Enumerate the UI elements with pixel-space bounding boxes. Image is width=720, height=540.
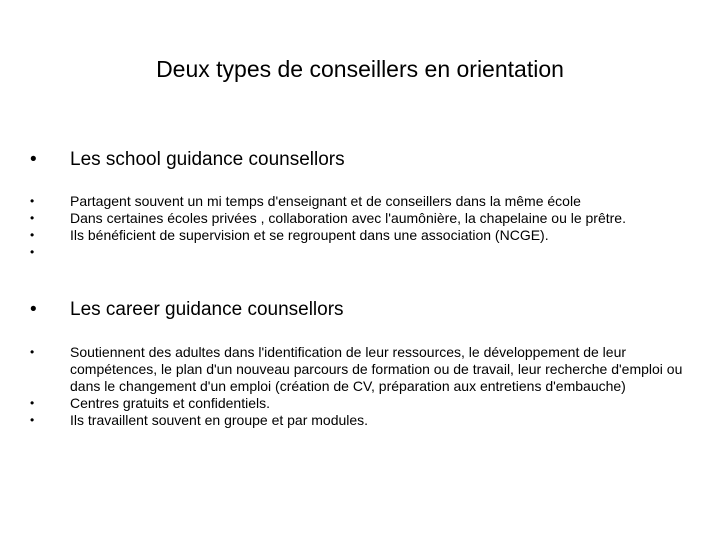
section-heading-career <box>30 298 344 322</box>
list-item <box>30 412 690 429</box>
list-item <box>30 344 690 395</box>
bullet-icon: • <box>30 149 37 170</box>
list-item-empty <box>30 244 690 261</box>
bullet-icon: • <box>30 413 35 427</box>
section-heading-text: Les school guidance counsellors <box>70 149 345 170</box>
list-item-text: Ils bénéficient de supervision et se regroupent dans une association (NCGE). <box>70 227 549 243</box>
list-item <box>30 193 690 210</box>
bullet-icon: • <box>30 245 35 259</box>
list-item <box>30 227 690 244</box>
section-heading-school <box>30 148 345 172</box>
list-item-text: Centres gratuits et confidentiels. <box>70 395 270 411</box>
list-item-text: Soutiennent des adultes dans l'identification de leur ressources, le développement de leur compétences, le plan d'un nouveau parcours de formation ou de travail, leur recherche d'emploi ou dans le changement d'un emploi (création de CV, préparation aux entretiens d'embauche) <box>70 344 683 394</box>
bullet-icon: • <box>30 396 35 410</box>
career-bullet-list <box>30 344 690 429</box>
list-item <box>30 395 690 412</box>
bullet-icon: • <box>30 194 35 208</box>
bullet-icon: • <box>30 345 35 359</box>
list-item-text <box>70 244 690 261</box>
section-heading-text: Les career guidance counsellors <box>70 299 344 320</box>
school-bullet-list <box>30 193 690 261</box>
bullet-icon: • <box>30 228 35 242</box>
bullet-icon: • <box>30 299 37 320</box>
list-item <box>30 210 690 227</box>
slide-title: Deux types de conseillers en orientation <box>156 56 564 82</box>
bullet-icon: • <box>30 211 35 225</box>
list-item-text: Partagent souvent un mi temps d'enseignant et de conseillers dans la même école <box>70 193 581 209</box>
list-item-text: Ils travaillent souvent en groupe et par modules. <box>70 412 369 428</box>
list-item-text: Dans certaines écoles privées , collaboration avec l'aumônière, la chapelaine ou le prêtre. <box>70 210 626 226</box>
